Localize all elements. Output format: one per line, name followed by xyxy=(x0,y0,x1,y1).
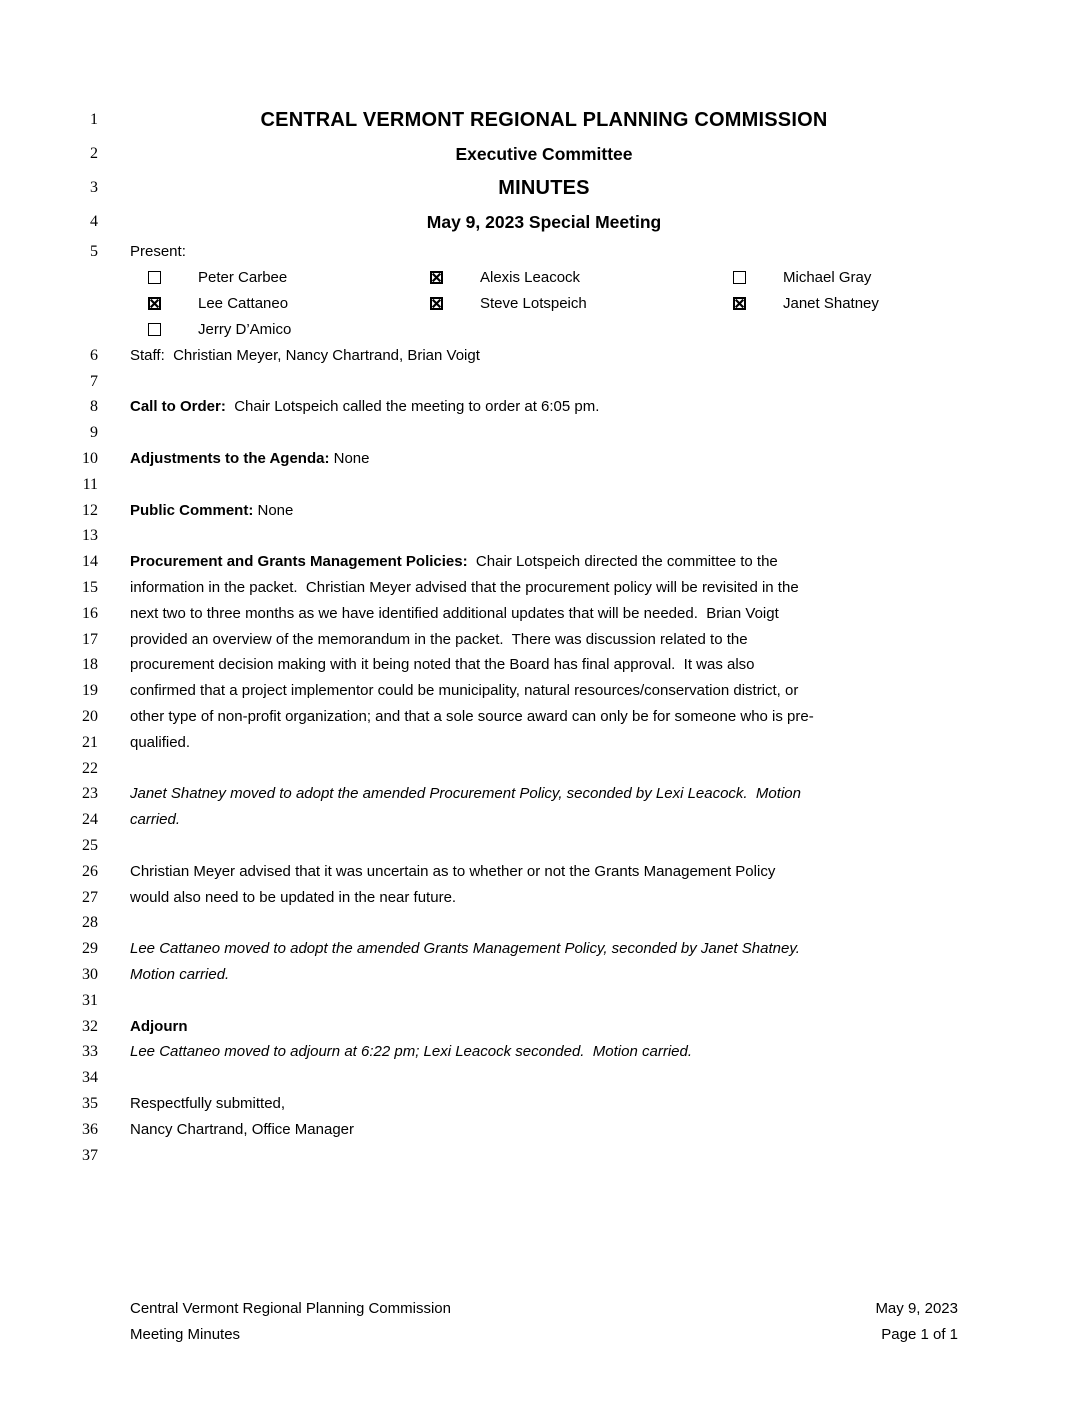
footer-org-name: Central Vermont Regional Planning Commission xyxy=(130,1300,451,1317)
line-row xyxy=(0,730,1088,756)
line-text xyxy=(130,1117,988,1143)
text-segment: next two to three months as we have identified additional updates that will be needed. Brian Voigt xyxy=(130,604,779,622)
text-segment: Procurement and Grants Management Policies: xyxy=(130,553,468,571)
line-row xyxy=(0,343,1088,369)
line-number: 35 xyxy=(82,1094,98,1112)
attendee-cell xyxy=(148,317,291,343)
line-number: 14 xyxy=(82,553,98,571)
line-number: 1 xyxy=(90,111,98,128)
line-row xyxy=(0,239,1088,265)
line-text xyxy=(130,781,988,807)
line-row xyxy=(0,549,1088,575)
line-text xyxy=(130,601,988,627)
line-number: 21 xyxy=(82,733,98,751)
attendee-name: Michael Gray xyxy=(783,269,872,287)
line-number: 33 xyxy=(82,1043,98,1061)
attendee-cell xyxy=(733,265,871,291)
text-segment: Public Comment: xyxy=(130,501,254,519)
line-row xyxy=(0,523,1088,549)
line-number: 25 xyxy=(82,836,98,854)
header-text: MINUTES xyxy=(498,177,590,199)
footer-doc-type: Meeting Minutes xyxy=(130,1325,241,1343)
line-text xyxy=(130,343,988,369)
text-segment: carried. xyxy=(130,811,181,829)
line-number: 15 xyxy=(82,578,98,596)
line-row xyxy=(0,859,1088,885)
line-number: 17 xyxy=(82,630,98,648)
text-segment: procurement decision making with it being noted that the Board has final approval. It was also xyxy=(130,656,755,674)
attendee-cell xyxy=(148,291,288,317)
line-text xyxy=(130,704,988,730)
checkbox-checked-icon xyxy=(733,297,746,310)
line-row xyxy=(0,833,1088,859)
line-row xyxy=(0,265,1088,291)
line-text xyxy=(130,936,988,962)
header-text: Executive Committee xyxy=(455,144,633,164)
line-text xyxy=(130,678,988,704)
attendee-name: Peter Carbee xyxy=(198,269,288,287)
line-number: 2 xyxy=(90,145,98,162)
line-number: 24 xyxy=(82,811,98,829)
line-text xyxy=(130,394,988,420)
attendee-name: Jerry D’Amico xyxy=(198,321,292,339)
line-text xyxy=(130,859,988,885)
footer-page-number: Page 1 of 1 xyxy=(881,1325,958,1343)
text-segment: Motion carried. xyxy=(130,965,230,983)
text-segment: Adjourn xyxy=(130,1017,188,1035)
line-row xyxy=(0,781,1088,807)
line-number: 4 xyxy=(90,213,98,230)
text-segment: Chair Lotspeich called the meeting to order at 6:05 pm. xyxy=(225,398,600,416)
line-text xyxy=(130,1039,988,1065)
line-row xyxy=(0,910,1088,936)
line-row xyxy=(0,652,1088,678)
minutes-lines xyxy=(0,103,1088,1168)
text-segment: Janet Shatney moved to adopt the amended Procurement Policy, seconded by Lexi Leacock. Motion xyxy=(130,785,801,803)
line-row xyxy=(0,394,1088,420)
line-row xyxy=(0,962,1088,988)
line-row xyxy=(0,291,1088,317)
attendee-name: Alexis Leacock xyxy=(480,269,581,287)
line-text xyxy=(130,807,988,833)
line-row xyxy=(0,171,1088,205)
text-segment: other type of non-profit organization; and that a sole source award can only be for someone who is pre- xyxy=(130,707,814,725)
line-text xyxy=(130,498,988,524)
line-row xyxy=(0,1014,1088,1040)
line-number: 7 xyxy=(90,372,98,390)
line-row xyxy=(0,137,1088,171)
text-segment: Adjustments to the Agenda: xyxy=(130,449,330,467)
line-row xyxy=(0,446,1088,472)
checkbox-checked-icon xyxy=(148,297,161,310)
attendee-cell xyxy=(148,265,287,291)
line-row xyxy=(0,103,1088,137)
text-segment: information in the packet. Christian Meyer advised that the procurement policy will be revisited in the xyxy=(130,578,799,596)
line-row xyxy=(0,885,1088,911)
checkbox-checked-icon xyxy=(430,271,443,284)
line-row xyxy=(0,1143,1088,1169)
text-segment: qualified. xyxy=(130,733,191,751)
line-text xyxy=(130,1014,988,1040)
attendee-name: Steve Lotspeich xyxy=(480,295,587,313)
line-text xyxy=(130,575,988,601)
line-text xyxy=(130,1091,988,1117)
present-label: Present: xyxy=(130,243,186,260)
checkbox-unchecked-icon xyxy=(148,271,161,284)
header-text: May 9, 2023 Special Meeting xyxy=(426,212,662,232)
line-row xyxy=(0,472,1088,498)
line-text xyxy=(130,446,988,472)
line-number: 9 xyxy=(90,424,98,442)
line-row xyxy=(0,627,1088,653)
attendee-cell xyxy=(430,291,587,317)
text-segment: would also need to be updated in the near future. xyxy=(130,888,457,906)
text-segment: Respectfully submitted, xyxy=(130,1094,286,1112)
footer-left xyxy=(130,1296,451,1347)
line-number: 20 xyxy=(82,707,98,725)
line-number: 10 xyxy=(82,449,98,467)
attendee-cell xyxy=(430,265,580,291)
line-number: 30 xyxy=(82,965,98,983)
text-segment: confirmed that a project implementor could be municipality, natural resources/conservation district, or xyxy=(130,682,799,700)
line-number: 26 xyxy=(82,862,98,880)
line-row xyxy=(0,807,1088,833)
attendee-name: Lee Cattaneo xyxy=(198,295,289,313)
line-number: 12 xyxy=(82,501,98,519)
line-row xyxy=(0,704,1088,730)
text-segment: Lee Cattaneo moved to adjourn at 6:22 pm; Lexi Leacock seconded. Motion carried. xyxy=(130,1043,693,1061)
text-segment: None xyxy=(253,501,294,519)
line-row xyxy=(0,420,1088,446)
line-number: 22 xyxy=(82,759,98,777)
footer-right xyxy=(875,1296,958,1347)
line-text xyxy=(130,549,988,575)
text-segment: Call to Order: xyxy=(130,398,226,416)
line-number: 13 xyxy=(82,527,98,545)
footer-date: May 9, 2023 xyxy=(875,1300,958,1317)
line-number: 34 xyxy=(82,1069,98,1087)
line-row xyxy=(0,1039,1088,1065)
text-segment: Nancy Chartrand, Office Manager xyxy=(130,1120,354,1138)
line-number: 5 xyxy=(90,243,98,260)
line-row xyxy=(0,498,1088,524)
line-text xyxy=(130,652,988,678)
line-row xyxy=(0,756,1088,782)
line-row xyxy=(0,601,1088,627)
line-row xyxy=(0,369,1088,395)
page-footer xyxy=(130,1296,958,1347)
text-segment: Christian Meyer advised that it was uncertain as to whether or not the Grants Management Policy xyxy=(130,862,776,880)
line-row xyxy=(0,1091,1088,1117)
text-segment: provided an overview of the memorandum in the packet. There was discussion related to the xyxy=(130,630,748,648)
line-number: 28 xyxy=(82,914,98,932)
line-text xyxy=(130,730,988,756)
line-number: 29 xyxy=(82,940,98,958)
line-row xyxy=(0,317,1088,343)
header-text: CENTRAL VERMONT REGIONAL PLANNING COMMISSION xyxy=(260,109,828,131)
line-number: 27 xyxy=(82,888,98,906)
line-row xyxy=(0,205,1088,239)
text-segment: Staff: Christian Meyer, Nancy Chartrand, Brian Voigt xyxy=(130,346,480,364)
line-number: 31 xyxy=(82,991,98,1009)
line-number: 18 xyxy=(82,656,98,674)
checkbox-unchecked-icon xyxy=(733,271,746,284)
text-segment: None xyxy=(329,449,370,467)
line-number: 23 xyxy=(82,785,98,803)
line-number: 8 xyxy=(90,398,98,416)
line-number: 36 xyxy=(82,1120,98,1138)
line-row xyxy=(0,575,1088,601)
line-text xyxy=(130,962,988,988)
line-row xyxy=(0,678,1088,704)
line-text xyxy=(130,627,988,653)
line-number: 6 xyxy=(90,346,98,364)
checkbox-checked-icon xyxy=(430,297,443,310)
text-segment: Chair Lotspeich directed the committee to the xyxy=(467,553,778,571)
attendee-name: Janet Shatney xyxy=(783,295,879,313)
line-row xyxy=(0,1117,1088,1143)
line-number: 16 xyxy=(82,604,98,622)
line-number: 11 xyxy=(82,475,98,493)
checkbox-unchecked-icon xyxy=(148,323,161,336)
line-number: 37 xyxy=(82,1146,98,1164)
text-segment: Lee Cattaneo moved to adopt the amended Grants Management Policy, seconded by Janet Shatney. xyxy=(130,940,800,958)
line-row xyxy=(0,988,1088,1014)
line-number: 32 xyxy=(82,1017,98,1035)
line-number: 19 xyxy=(82,682,98,700)
line-text xyxy=(130,885,988,911)
line-row xyxy=(0,936,1088,962)
line-row xyxy=(0,1065,1088,1091)
line-number: 3 xyxy=(90,179,98,196)
attendee-cell xyxy=(733,291,879,317)
